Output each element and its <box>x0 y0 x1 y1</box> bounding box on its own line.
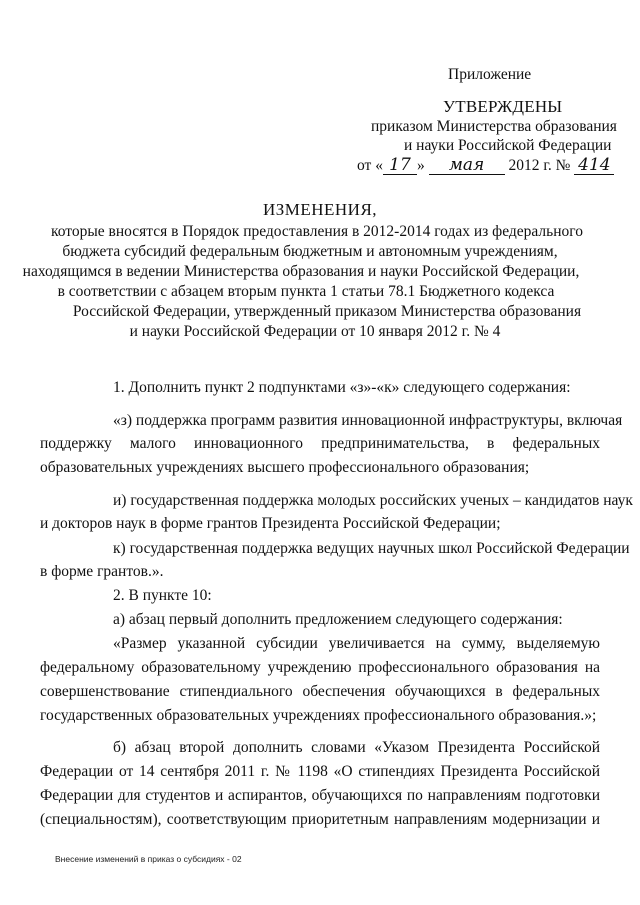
paragraph-7-line: совершенствование стипендиального обеспечения обучающихся в федеральных <box>40 683 600 700</box>
appendix-label: Приложение <box>448 66 532 83</box>
title-line: в соответствии с абзацем вторым пункта 1 статьи 78.1 Бюджетного кодекса <box>57 283 555 300</box>
approved-heading: УТВЕРЖДЕНЫ <box>443 97 563 116</box>
handwritten-order-number: 414 <box>574 156 614 175</box>
paragraph-8-line: Федерации для студентов и аспирантов, обучающихся по направлениям подготовки <box>40 787 600 804</box>
title-line: и науки Российской Федерации от 10 января 2012 г. № 4 <box>129 323 501 340</box>
order-date-line <box>357 155 614 177</box>
document-title <box>0 200 640 342</box>
title-line: бюджета субсидий федеральным бюджетным и автономным учреждениям, <box>62 243 558 260</box>
paragraph-6: а) абзац первый дополнить предложением следующего содержания: <box>113 611 563 628</box>
paragraph-4-line: к) государственная поддержка ведущих научных школ Российской Федерации <box>113 540 630 557</box>
order-line-2: и науки Российской Федерации <box>404 137 612 154</box>
paragraph-7-line: «Размер указанной субсидии увеличивается на сумму, выделяемую <box>113 635 600 652</box>
handwritten-day: 17 <box>383 156 417 175</box>
paragraph-7-line: федеральному образовательному учреждению профессионального образования на <box>40 659 600 676</box>
paragraph-7-line: государственных образовательных учреждениях профессионального образования.»; <box>40 707 597 724</box>
paragraph-5: 2. В пункте 10: <box>113 587 212 604</box>
order-line-1: приказом Министерства образования <box>371 118 617 135</box>
paragraph-8-line: Федерации от 14 сентября 2011 г. № 1198 «О стипендиях Президента Российской <box>40 763 600 780</box>
paragraph-1: 1. Дополнить пункт 2 подпунктами «з»-«к» следующего содержания: <box>113 379 571 396</box>
paragraph-2-line: образовательных учреждениях высшего профессионального образования; <box>40 459 530 476</box>
year-text: 2012 г. № <box>508 157 571 174</box>
paragraph-2-line: поддержку малого инновационного предпринимательства, в федеральных <box>40 435 600 452</box>
paragraph-4-line: в форме грантов.». <box>40 563 164 580</box>
handwritten-month: мая <box>429 156 505 175</box>
paragraph-8-line: (специальностям), соответствующим приоритетным направлениям модернизации и <box>40 811 600 828</box>
title-line: находящимся в ведении Министерства образования и науки Российской Федерации, <box>22 263 580 280</box>
date-prefix: от « <box>357 157 383 174</box>
date-mid: » <box>416 157 425 174</box>
title-line: Российской Федерации, утвержденный приказом Министерства образования <box>72 303 582 320</box>
paragraph-3-line: и докторов наук в форме грантов Президента Российской Федерации; <box>40 515 501 532</box>
title-heading: ИЗМЕНЕНИЯ, <box>262 200 378 219</box>
paragraph-8-line: б) абзац второй дополнить словами «Указом Президента Российской <box>113 739 600 756</box>
paragraph-2-line: «з) поддержка программ развития инновационной инфраструктуры, включая <box>113 412 623 429</box>
title-line: которые вносятся в Порядок предоставления в 2012-2014 годах из федерального <box>51 223 583 240</box>
footer-filename: Внесение изменений в приказ о субсидиях - 02 <box>55 854 242 864</box>
paragraph-3-line: и) государственная поддержка молодых российских ученых – кандидатов наук <box>113 492 633 509</box>
